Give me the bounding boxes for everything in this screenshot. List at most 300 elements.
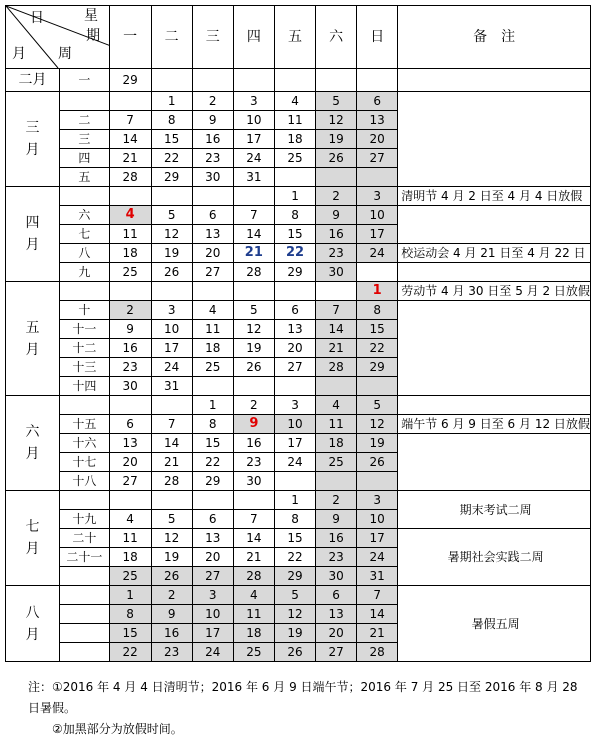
day-cell	[357, 263, 398, 282]
week-row	[6, 244, 591, 263]
day-cell: 29	[274, 263, 315, 282]
day-cell	[274, 472, 315, 491]
day-cell: 8	[192, 415, 233, 434]
day-cell: 5	[357, 396, 398, 415]
day-cell: 5	[233, 301, 274, 320]
day-cell	[151, 396, 192, 415]
day-cell: 11	[233, 605, 274, 624]
day-cell: 8	[274, 206, 315, 225]
day-cell: 30	[109, 377, 151, 396]
day-cell	[274, 377, 315, 396]
week-row	[6, 263, 591, 282]
week-number: 八	[60, 244, 110, 263]
corner-label-month: 月	[12, 46, 26, 62]
day-cell	[274, 69, 315, 92]
day-cell: 4	[109, 206, 151, 225]
day-cell: 10	[151, 320, 192, 339]
day-cell: 28	[109, 168, 151, 187]
week-row	[6, 396, 591, 415]
day-cell: 19	[274, 624, 315, 643]
corner-label-period: 期	[86, 28, 100, 44]
day-cell: 23	[109, 358, 151, 377]
day-cell: 23	[151, 643, 192, 662]
day-cell: 29	[274, 567, 315, 586]
day-cell: 22	[274, 244, 315, 263]
day-cell: 11	[274, 111, 315, 130]
day-cell: 6	[192, 206, 233, 225]
day-cell: 4	[274, 92, 315, 111]
week-number: 六	[60, 206, 110, 225]
day-cell: 17	[274, 434, 315, 453]
day-cell: 4	[233, 586, 274, 605]
week-number: 二	[60, 111, 110, 130]
day-cell: 4	[192, 301, 233, 320]
week-number: 十一	[60, 320, 110, 339]
day-cell: 14	[233, 225, 274, 244]
note-cell: 暑期社会实践二周	[398, 529, 591, 586]
day-cell: 14	[233, 529, 274, 548]
day-cell: 6	[316, 586, 357, 605]
week-number	[60, 92, 110, 111]
note-cell	[398, 206, 591, 244]
corner-header-cell	[6, 6, 110, 69]
day-cell: 5	[151, 206, 192, 225]
week-number	[60, 605, 110, 624]
week-number	[60, 586, 110, 605]
corner-label-day: 日	[30, 10, 44, 26]
week-number: 三	[60, 130, 110, 149]
day-cell	[151, 282, 192, 301]
day-cell: 21	[109, 149, 151, 168]
day-cell: 26	[316, 149, 357, 168]
day-cell	[357, 377, 398, 396]
week-row	[6, 301, 591, 320]
week-number: 九	[60, 263, 110, 282]
day-cell: 8	[357, 301, 398, 320]
week-number: 十六	[60, 434, 110, 453]
day-cell: 29	[192, 472, 233, 491]
week-number: 十八	[60, 472, 110, 491]
header-row	[6, 6, 591, 69]
day-cell: 4	[316, 396, 357, 415]
day-cell: 7	[151, 415, 192, 434]
week-number: 四	[60, 149, 110, 168]
week-row	[6, 92, 591, 111]
day-cell: 8	[274, 510, 315, 529]
day-cell: 13	[192, 529, 233, 548]
day-cell: 21	[233, 548, 274, 567]
month-label: 二月	[6, 69, 60, 92]
week-number: 七	[60, 225, 110, 244]
day-cell	[109, 396, 151, 415]
day-cell: 13	[357, 111, 398, 130]
day-cell: 24	[192, 643, 233, 662]
day-cell	[192, 491, 233, 510]
day-cell: 30	[316, 567, 357, 586]
day-cell: 25	[233, 643, 274, 662]
note-cell	[398, 396, 591, 415]
day-cell: 10	[192, 605, 233, 624]
day-cell	[316, 472, 357, 491]
day-cell: 20	[316, 624, 357, 643]
note-cell	[398, 69, 591, 92]
day-cell: 11	[192, 320, 233, 339]
day-cell: 18	[233, 624, 274, 643]
day-cell: 3	[151, 301, 192, 320]
week-number: 十二	[60, 339, 110, 358]
day-cell: 3	[357, 491, 398, 510]
day-cell	[109, 92, 151, 111]
day-cell: 29	[357, 358, 398, 377]
day-cell: 13	[192, 225, 233, 244]
day-cell: 5	[151, 510, 192, 529]
weekday-header: 六	[316, 6, 357, 69]
week-row	[6, 529, 591, 548]
day-cell	[192, 377, 233, 396]
day-cell	[151, 491, 192, 510]
day-cell: 2	[109, 301, 151, 320]
day-cell: 9	[192, 111, 233, 130]
day-cell: 28	[233, 263, 274, 282]
day-cell	[233, 491, 274, 510]
day-cell: 14	[109, 130, 151, 149]
day-cell: 14	[151, 434, 192, 453]
day-cell	[316, 168, 357, 187]
day-cell: 21	[233, 244, 274, 263]
day-cell: 14	[357, 605, 398, 624]
day-cell: 12	[274, 605, 315, 624]
notes-header: 备 注	[398, 6, 591, 69]
month-label: 六 月	[6, 396, 60, 491]
day-cell	[357, 472, 398, 491]
day-cell: 9	[316, 510, 357, 529]
day-cell: 1	[274, 187, 315, 206]
day-cell: 28	[316, 358, 357, 377]
day-cell: 14	[316, 320, 357, 339]
day-cell: 2	[192, 92, 233, 111]
day-cell: 30	[316, 263, 357, 282]
day-cell: 16	[109, 339, 151, 358]
day-cell: 19	[316, 130, 357, 149]
day-cell: 20	[192, 548, 233, 567]
day-cell: 6	[274, 301, 315, 320]
note-cell: 期末考试二周	[398, 491, 591, 529]
note-cell: 端午节 6 月 9 日至 6 月 12 日放假	[398, 415, 591, 434]
day-cell: 22	[151, 149, 192, 168]
day-cell: 29	[151, 168, 192, 187]
day-cell	[233, 69, 274, 92]
day-cell: 11	[316, 415, 357, 434]
day-cell: 15	[274, 529, 315, 548]
week-row	[6, 434, 591, 453]
week-number	[60, 187, 110, 206]
month-label: 三 月	[6, 92, 60, 187]
week-number	[60, 643, 110, 662]
day-cell: 17	[233, 130, 274, 149]
day-cell: 8	[151, 111, 192, 130]
day-cell: 7	[357, 586, 398, 605]
day-cell	[233, 187, 274, 206]
week-row	[6, 586, 591, 605]
day-cell: 13	[109, 434, 151, 453]
week-number: 十四	[60, 377, 110, 396]
day-cell: 10	[357, 206, 398, 225]
day-cell	[233, 282, 274, 301]
day-cell: 4	[109, 510, 151, 529]
note-cell: 劳动节 4 月 30 日至 5 月 2 日放假	[398, 282, 591, 301]
note-cell	[398, 434, 591, 491]
day-cell: 12	[316, 111, 357, 130]
day-cell: 24	[274, 453, 315, 472]
month-label: 七 月	[6, 491, 60, 586]
day-cell: 6	[357, 92, 398, 111]
day-cell: 15	[274, 225, 315, 244]
day-cell: 30	[192, 168, 233, 187]
month-label: 八 月	[6, 586, 60, 662]
day-cell: 29	[109, 69, 151, 92]
day-cell	[274, 282, 315, 301]
day-cell: 23	[192, 149, 233, 168]
day-cell: 3	[192, 586, 233, 605]
corner-label-star: 星	[84, 8, 98, 24]
note-cell	[398, 263, 591, 282]
day-cell: 22	[274, 548, 315, 567]
day-cell: 24	[233, 149, 274, 168]
weekday-header: 五	[274, 6, 315, 69]
day-cell: 25	[109, 263, 151, 282]
note-cell: 校运动会 4 月 21 日至 4 月 22 日	[398, 244, 591, 263]
week-row	[6, 69, 591, 92]
day-cell: 17	[357, 225, 398, 244]
day-cell: 3	[357, 187, 398, 206]
note-cell: 暑假五周	[398, 586, 591, 662]
day-cell: 1	[109, 586, 151, 605]
day-cell	[274, 168, 315, 187]
day-cell	[192, 282, 233, 301]
day-cell: 21	[151, 453, 192, 472]
day-cell: 24	[357, 244, 398, 263]
day-cell: 19	[151, 244, 192, 263]
day-cell: 16	[151, 624, 192, 643]
day-cell: 10	[233, 111, 274, 130]
day-cell: 18	[192, 339, 233, 358]
day-cell: 22	[357, 339, 398, 358]
note-cell: 清明节 4 月 2 日至 4 月 4 日放假	[398, 187, 591, 206]
week-number: 五	[60, 168, 110, 187]
day-cell: 16	[316, 225, 357, 244]
day-cell: 1	[192, 396, 233, 415]
week-number: 二十	[60, 529, 110, 548]
month-label: 四 月	[6, 187, 60, 282]
day-cell: 28	[357, 643, 398, 662]
weekday-header: 四	[233, 6, 274, 69]
week-number: 十三	[60, 358, 110, 377]
weekday-header: 二	[151, 6, 192, 69]
day-cell	[109, 282, 151, 301]
day-cell: 20	[109, 453, 151, 472]
day-cell	[233, 377, 274, 396]
week-number: 一	[60, 69, 110, 92]
day-cell: 11	[109, 225, 151, 244]
weekday-header: 三	[192, 6, 233, 69]
day-cell: 12	[233, 320, 274, 339]
day-cell: 18	[274, 130, 315, 149]
day-cell: 25	[316, 453, 357, 472]
day-cell: 1	[151, 92, 192, 111]
week-number: 十九	[60, 510, 110, 529]
day-cell: 26	[151, 567, 192, 586]
day-cell: 18	[316, 434, 357, 453]
day-cell: 2	[151, 586, 192, 605]
day-cell: 17	[357, 529, 398, 548]
day-cell: 7	[233, 206, 274, 225]
footer-notes	[28, 677, 591, 740]
day-cell: 27	[274, 358, 315, 377]
day-cell: 1	[274, 491, 315, 510]
day-cell	[151, 187, 192, 206]
note-cell	[398, 301, 591, 396]
day-cell: 26	[151, 263, 192, 282]
day-cell: 2	[233, 396, 274, 415]
day-cell: 9	[233, 415, 274, 434]
day-cell: 23	[316, 244, 357, 263]
week-number: 二十一	[60, 548, 110, 567]
calendar-body	[6, 69, 591, 662]
day-cell	[357, 69, 398, 92]
day-cell	[316, 377, 357, 396]
day-cell: 31	[151, 377, 192, 396]
day-cell: 27	[192, 567, 233, 586]
day-cell: 3	[274, 396, 315, 415]
day-cell: 22	[192, 453, 233, 472]
week-number: 十	[60, 301, 110, 320]
day-cell: 15	[109, 624, 151, 643]
day-cell	[316, 282, 357, 301]
week-row	[6, 491, 591, 510]
week-row	[6, 282, 591, 301]
day-cell: 23	[233, 453, 274, 472]
week-number	[60, 624, 110, 643]
day-cell: 16	[233, 434, 274, 453]
day-cell: 6	[192, 510, 233, 529]
day-cell: 27	[109, 472, 151, 491]
day-cell: 6	[109, 415, 151, 434]
day-cell: 30	[233, 472, 274, 491]
day-cell: 17	[192, 624, 233, 643]
day-cell: 5	[274, 586, 315, 605]
week-number	[60, 491, 110, 510]
day-cell: 7	[109, 111, 151, 130]
day-cell: 27	[357, 149, 398, 168]
day-cell: 19	[357, 434, 398, 453]
day-cell: 16	[192, 130, 233, 149]
day-cell: 26	[274, 643, 315, 662]
month-label: 五 月	[6, 282, 60, 396]
day-cell: 3	[233, 92, 274, 111]
day-cell: 1	[357, 282, 398, 301]
day-cell: 17	[151, 339, 192, 358]
day-cell: 11	[109, 529, 151, 548]
weekday-header: 一	[109, 6, 151, 69]
day-cell: 7	[316, 301, 357, 320]
day-cell: 22	[109, 643, 151, 662]
day-cell	[109, 491, 151, 510]
day-cell: 31	[233, 168, 274, 187]
day-cell: 12	[151, 529, 192, 548]
day-cell: 24	[151, 358, 192, 377]
day-cell: 27	[316, 643, 357, 662]
corner-label-week: 周	[58, 46, 72, 62]
day-cell: 10	[357, 510, 398, 529]
day-cell: 13	[316, 605, 357, 624]
day-cell: 12	[151, 225, 192, 244]
footer-note-1: 注：①2016 年 4 月 4 日清明节；2016 年 6 月 9 日端午节；2016 年 7 月 25 日至 2016 年 8 月 28 日暑假。	[28, 680, 578, 715]
footer-note-2: ②加黑部分为放假时间。	[52, 722, 183, 736]
week-row	[6, 415, 591, 434]
day-cell: 20	[357, 130, 398, 149]
day-cell: 28	[233, 567, 274, 586]
day-cell: 28	[151, 472, 192, 491]
day-cell: 25	[109, 567, 151, 586]
week-number: 十七	[60, 453, 110, 472]
day-cell: 13	[274, 320, 315, 339]
day-cell: 21	[316, 339, 357, 358]
day-cell: 2	[316, 187, 357, 206]
day-cell	[357, 168, 398, 187]
school-calendar-table	[5, 5, 591, 662]
day-cell: 10	[274, 415, 315, 434]
day-cell	[192, 69, 233, 92]
day-cell: 24	[357, 548, 398, 567]
day-cell: 15	[192, 434, 233, 453]
day-cell: 5	[316, 92, 357, 111]
week-row	[6, 187, 591, 206]
day-cell: 31	[357, 567, 398, 586]
day-cell: 19	[233, 339, 274, 358]
day-cell: 20	[274, 339, 315, 358]
day-cell: 19	[151, 548, 192, 567]
note-cell	[398, 92, 591, 187]
day-cell: 18	[109, 244, 151, 263]
day-cell: 18	[109, 548, 151, 567]
day-cell	[109, 187, 151, 206]
day-cell: 8	[109, 605, 151, 624]
week-number	[60, 282, 110, 301]
week-number: 十五	[60, 415, 110, 434]
week-number	[60, 567, 110, 586]
day-cell: 2	[316, 491, 357, 510]
day-cell: 23	[316, 548, 357, 567]
day-cell: 15	[151, 130, 192, 149]
weekday-header: 日	[357, 6, 398, 69]
week-number	[60, 396, 110, 415]
day-cell: 9	[151, 605, 192, 624]
day-cell: 20	[192, 244, 233, 263]
day-cell: 16	[316, 529, 357, 548]
day-cell: 25	[274, 149, 315, 168]
day-cell: 9	[109, 320, 151, 339]
day-cell	[316, 69, 357, 92]
day-cell: 21	[357, 624, 398, 643]
day-cell: 15	[357, 320, 398, 339]
day-cell: 26	[357, 453, 398, 472]
day-cell: 9	[316, 206, 357, 225]
day-cell: 12	[357, 415, 398, 434]
day-cell: 26	[233, 358, 274, 377]
day-cell: 27	[192, 263, 233, 282]
day-cell	[192, 187, 233, 206]
day-cell: 7	[233, 510, 274, 529]
